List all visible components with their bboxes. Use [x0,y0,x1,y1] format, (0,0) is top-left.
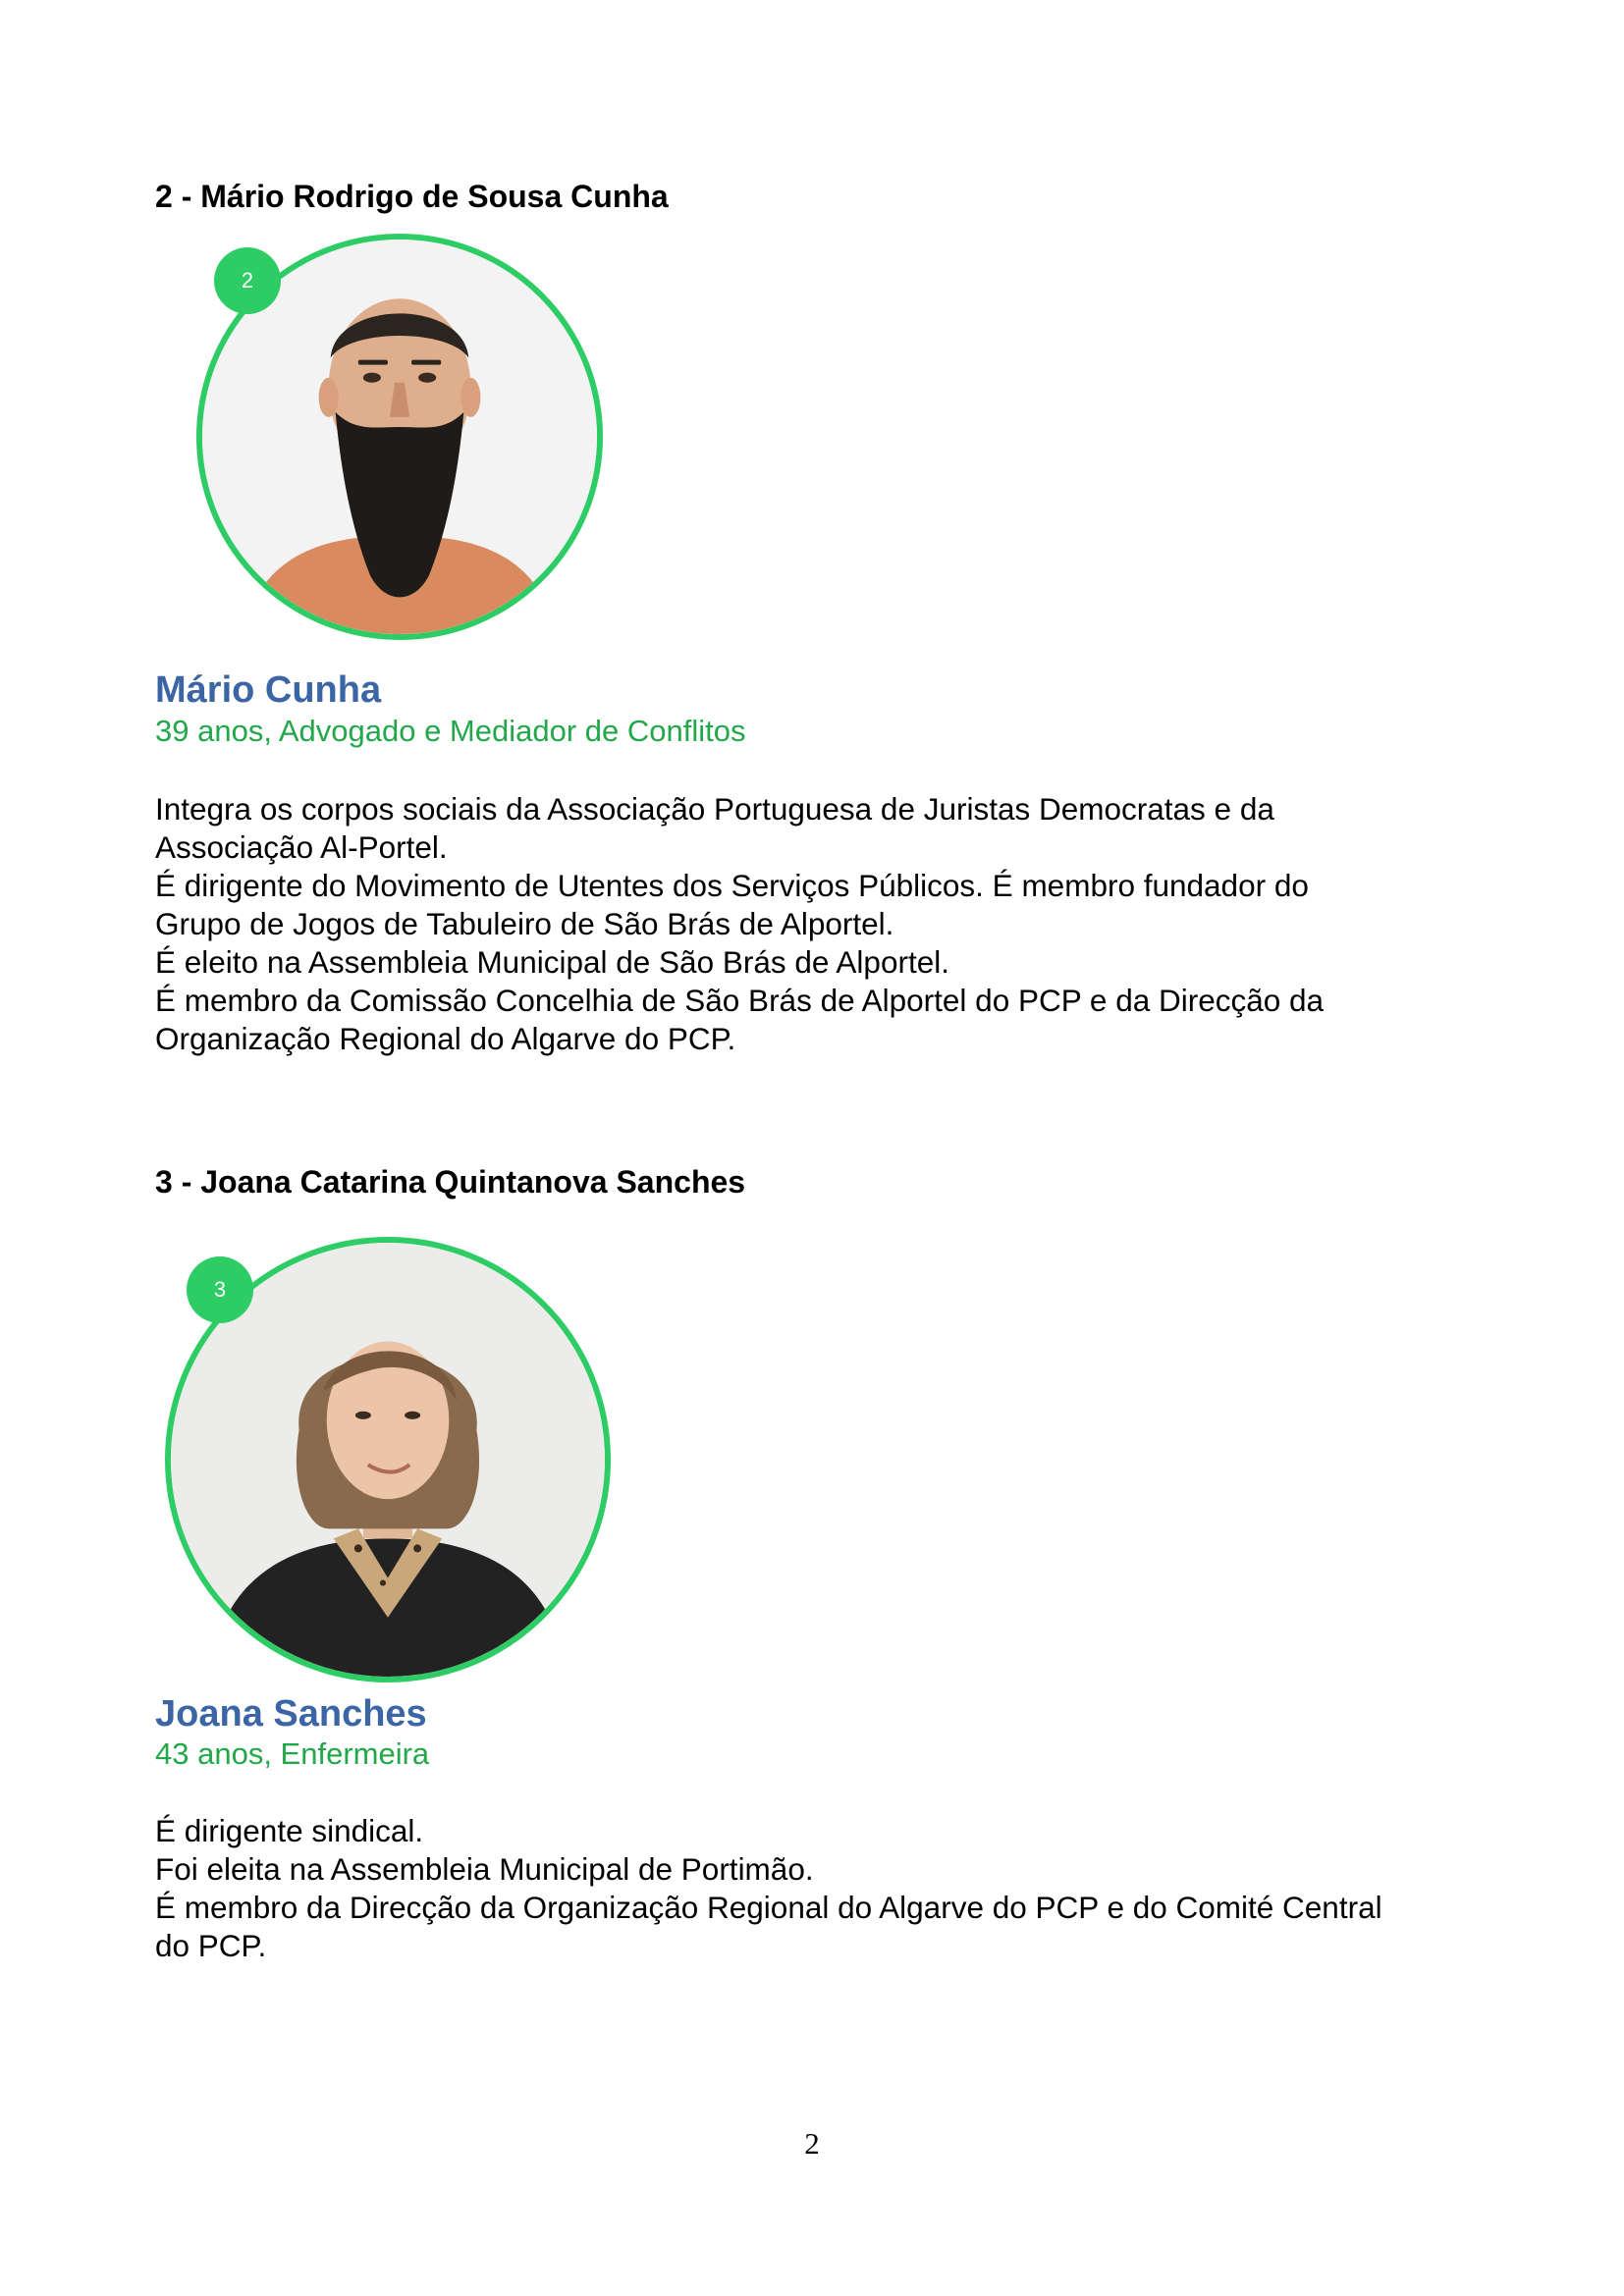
candidate-bio [155,790,1324,1058]
candidate-subtitle: 43 anos, Enfermeira [155,1736,430,1771]
bio-line: É membro da Direcção da Organização Regional do Algarve do PCP e do Comité Central [155,1890,1382,1925]
bio-line: Integra os corpos sociais da Associação Portuguesa de Juristas Democratas e da [155,791,1274,827]
candidate-name: Mário Cunha [155,669,382,711]
bio-line: do PCP. [155,1928,267,1963]
candidate-heading: 2 - Mário Rodrigo de Sousa Cunha [155,179,669,214]
bio-line: É membro da Comissão Concelhia de São Brás de Alportel do PCP e da Direcção da [155,983,1325,1018]
bio-line: É dirigente do Movimento de Utentes dos Serviços Públicos. É membro fundador do [155,868,1309,903]
candidate-number-badge: 3 [187,1256,253,1323]
page-number: 2 [804,2126,820,2161]
bio-line: É dirigente sindical. [155,1813,424,1848]
candidate-number-badge: 2 [214,247,281,314]
bio-line: Grupo de Jogos de Tabuleiro de São Brás de Alportel. [155,906,894,941]
bio-line: Foi eleita na Assembleia Municipal de Portimão. [155,1851,814,1887]
candidate-bio [155,1812,1382,1965]
bio-line: Organização Regional do Algarve do PCP. [155,1021,736,1056]
candidate-subtitle: 39 anos, Advogado e Mediador de Conflitos [155,714,746,748]
candidate-name: Joana Sanches [155,1693,427,1735]
bio-line: Associação Al-Portel. [155,829,448,865]
bio-line: É eleito na Assembleia Municipal de São Brás de Alportel. [155,944,949,980]
candidate-heading: 3 - Joana Catarina Quintanova Sanches [155,1164,746,1200]
